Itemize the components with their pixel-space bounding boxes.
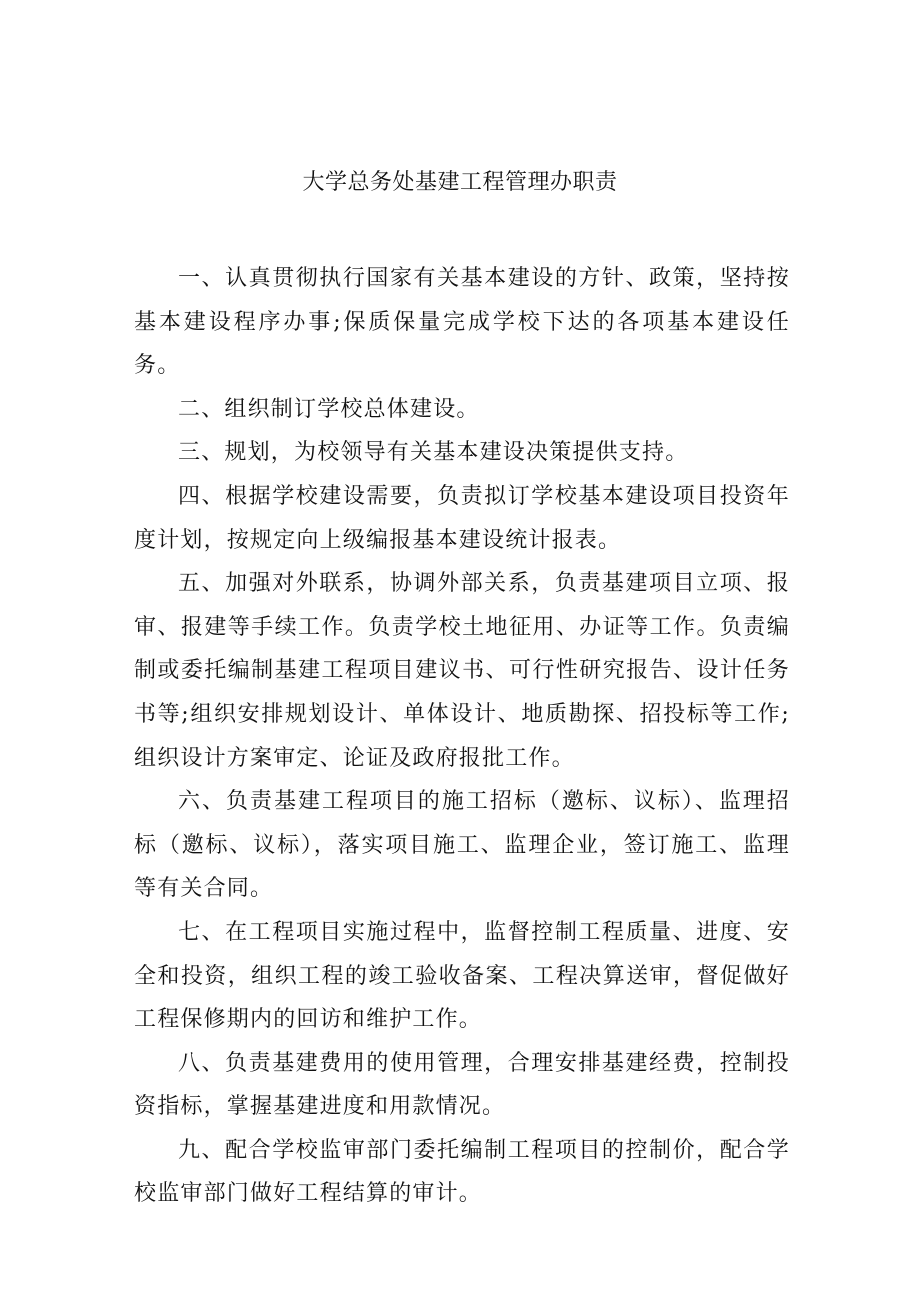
duty-item-3: 三、规划，为校领导有关基本建设决策提供支持。 — [178, 440, 689, 466]
duties-list — [134, 257, 790, 1216]
duty-item-8: 八、负责基建费用的使用管理，合理安排基建经费，控制投资指标，掌握基建进度和用款情况。 — [134, 1050, 790, 1120]
duty-item-2: 二、组织制订学校总体建设。 — [178, 396, 480, 422]
duty-item-6: 六、负责基建工程项目的施工招标（邀标、议标）、监理招标（邀标、议标），落实项目施工、监理企业，签订施工、监理等有关合同。 — [134, 789, 790, 902]
duty-item-5: 五、加强对外联系，协调外部关系，负责基建项目立项、报审、报建等手续工作。负责学校土地征用、办证等工作。负责编制或委托编制基建工程项目建议书、可行性研究报告、设计任务书等;组织安排规划设计、单体设计、地质勘探、招投标等工作;组织设计方案审定、论证及政府报批工作。 — [134, 571, 790, 771]
duty-item-1: 一、认真贯彻执行国家有关基本建设的方针、政策，坚持按基本建设程序办事;保质保量完成学校下达的各项基本建设任务。 — [134, 266, 790, 379]
duty-item-7: 七、在工程项目实施过程中，监督控制工程质量、进度、安全和投资，组织工程的竣工验收备案、工程决算送审，督促做好工程保修期内的回访和维护工作。 — [134, 919, 790, 1033]
document-title: 大学总务处基建工程管理办职责 — [302, 170, 618, 195]
duty-item-9: 九、配合学校监审部门委托编制工程项目的控制价，配合学校监审部门做好工程结算的审计。 — [134, 1137, 790, 1207]
duty-item-4: 四、根据学校建设需要，负责拟订学校基本建设项目投资年度计划，按规定向上级编报基本建设统计报表。 — [134, 483, 790, 553]
